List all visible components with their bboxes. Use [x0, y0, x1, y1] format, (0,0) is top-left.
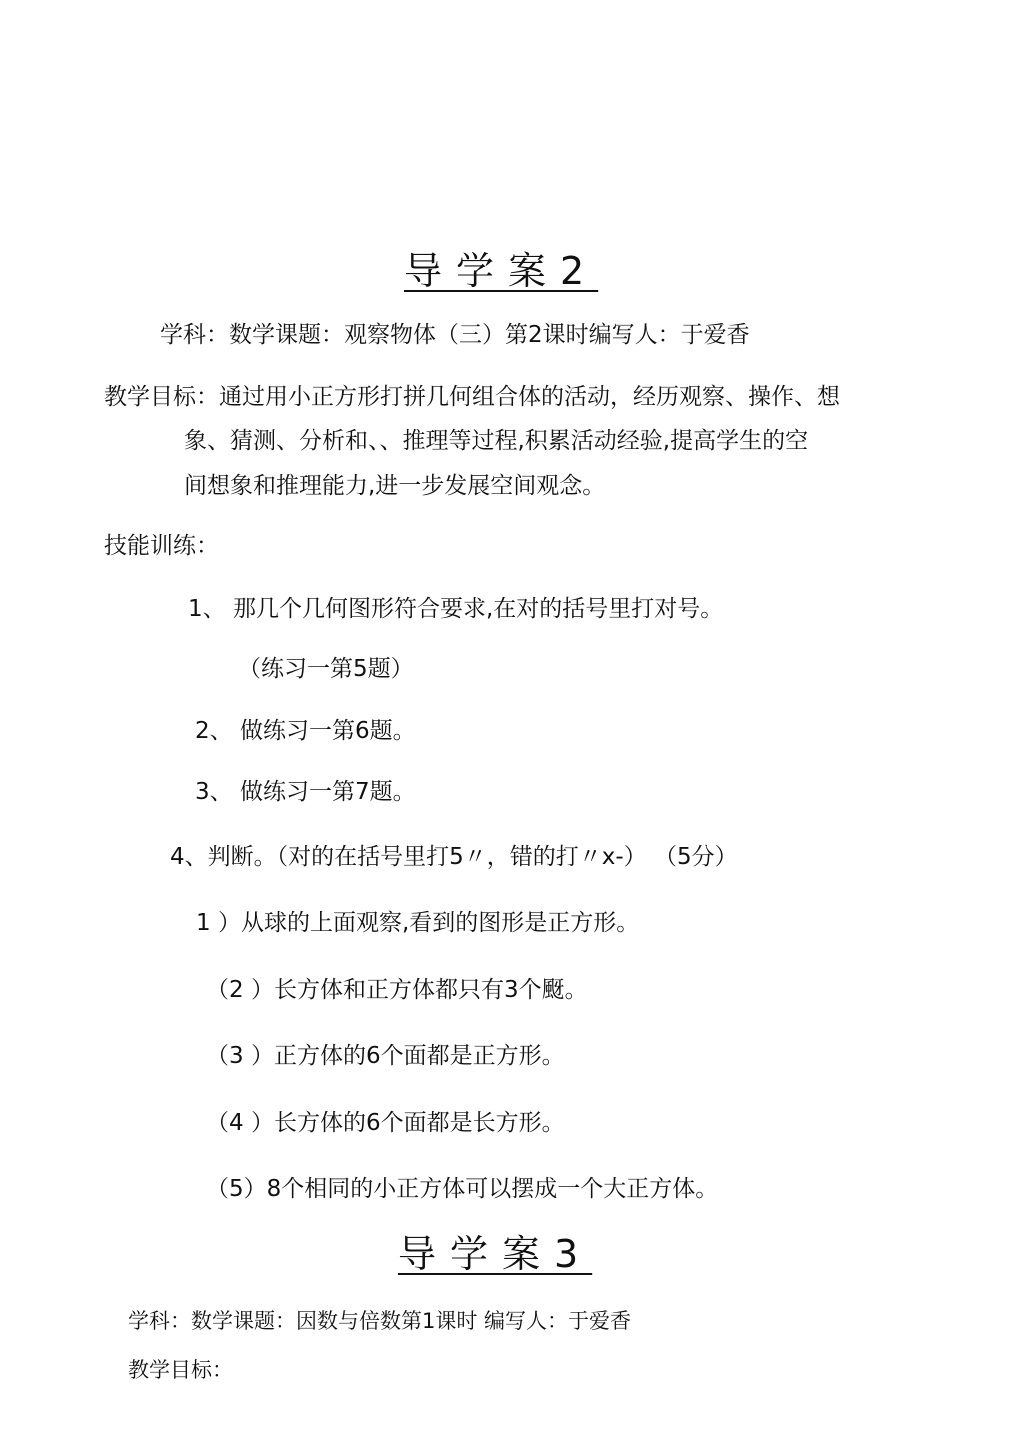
exercise-item-1: 1、 那几个几何图形符合要求,在对的括号里打对号。 — [188, 596, 724, 622]
judgement-item-2: （2 ）长方体和正方体都只有3个颬。 — [206, 977, 588, 1003]
lesson2-objective-line1: 教学目标：通过用小正方形打拼几何组合体的活动，经历观察、操作、想 — [104, 384, 840, 410]
judgement-item-1: 1 ）从球的上面观察,看到的图形是正方形。 — [196, 910, 640, 936]
judgement-item-4: （4 ）长方体的6个面都是长方形。 — [206, 1110, 565, 1136]
lesson3-objective-heading: 教学目标： — [128, 1358, 233, 1382]
lesson2-info: 学科：数学课题：观察物体（三）第2课时编写人：于爱香 — [160, 322, 750, 348]
judgement-item-5: （5）8个相同的小正方体可以摆成一个大正方体。 — [206, 1176, 719, 1202]
lesson3-info: 学科：数学课题：因数与倍数第1课时 编写人：于爱香 — [128, 1309, 632, 1333]
exercise-item-3: 3、 做练习一第7题。 — [195, 779, 416, 805]
lesson2-objective-line2: 象、猜测、分析和、、推理等过程,积累活动经验,提高学生的空 — [184, 428, 809, 454]
lesson2-title: 导学案2 — [404, 249, 599, 293]
exercise-item-4: 4、判断。（对的在括号里打5〃，错的打〃x-） （5分） — [170, 844, 738, 870]
lesson2-objective-line3: 间想象和推理能力,进一步发展空间观念。 — [184, 473, 606, 499]
exercise-item-2: 2、 做练习一第6题。 — [195, 718, 416, 744]
judgement-item-3: （3 ）正方体的6个面都是正方形。 — [206, 1043, 565, 1069]
exercise-item-1-note: （练习一第5题） — [238, 656, 414, 682]
lesson3-title: 导学案3 — [398, 1232, 593, 1276]
skills-heading: 技能训练： — [104, 533, 219, 559]
